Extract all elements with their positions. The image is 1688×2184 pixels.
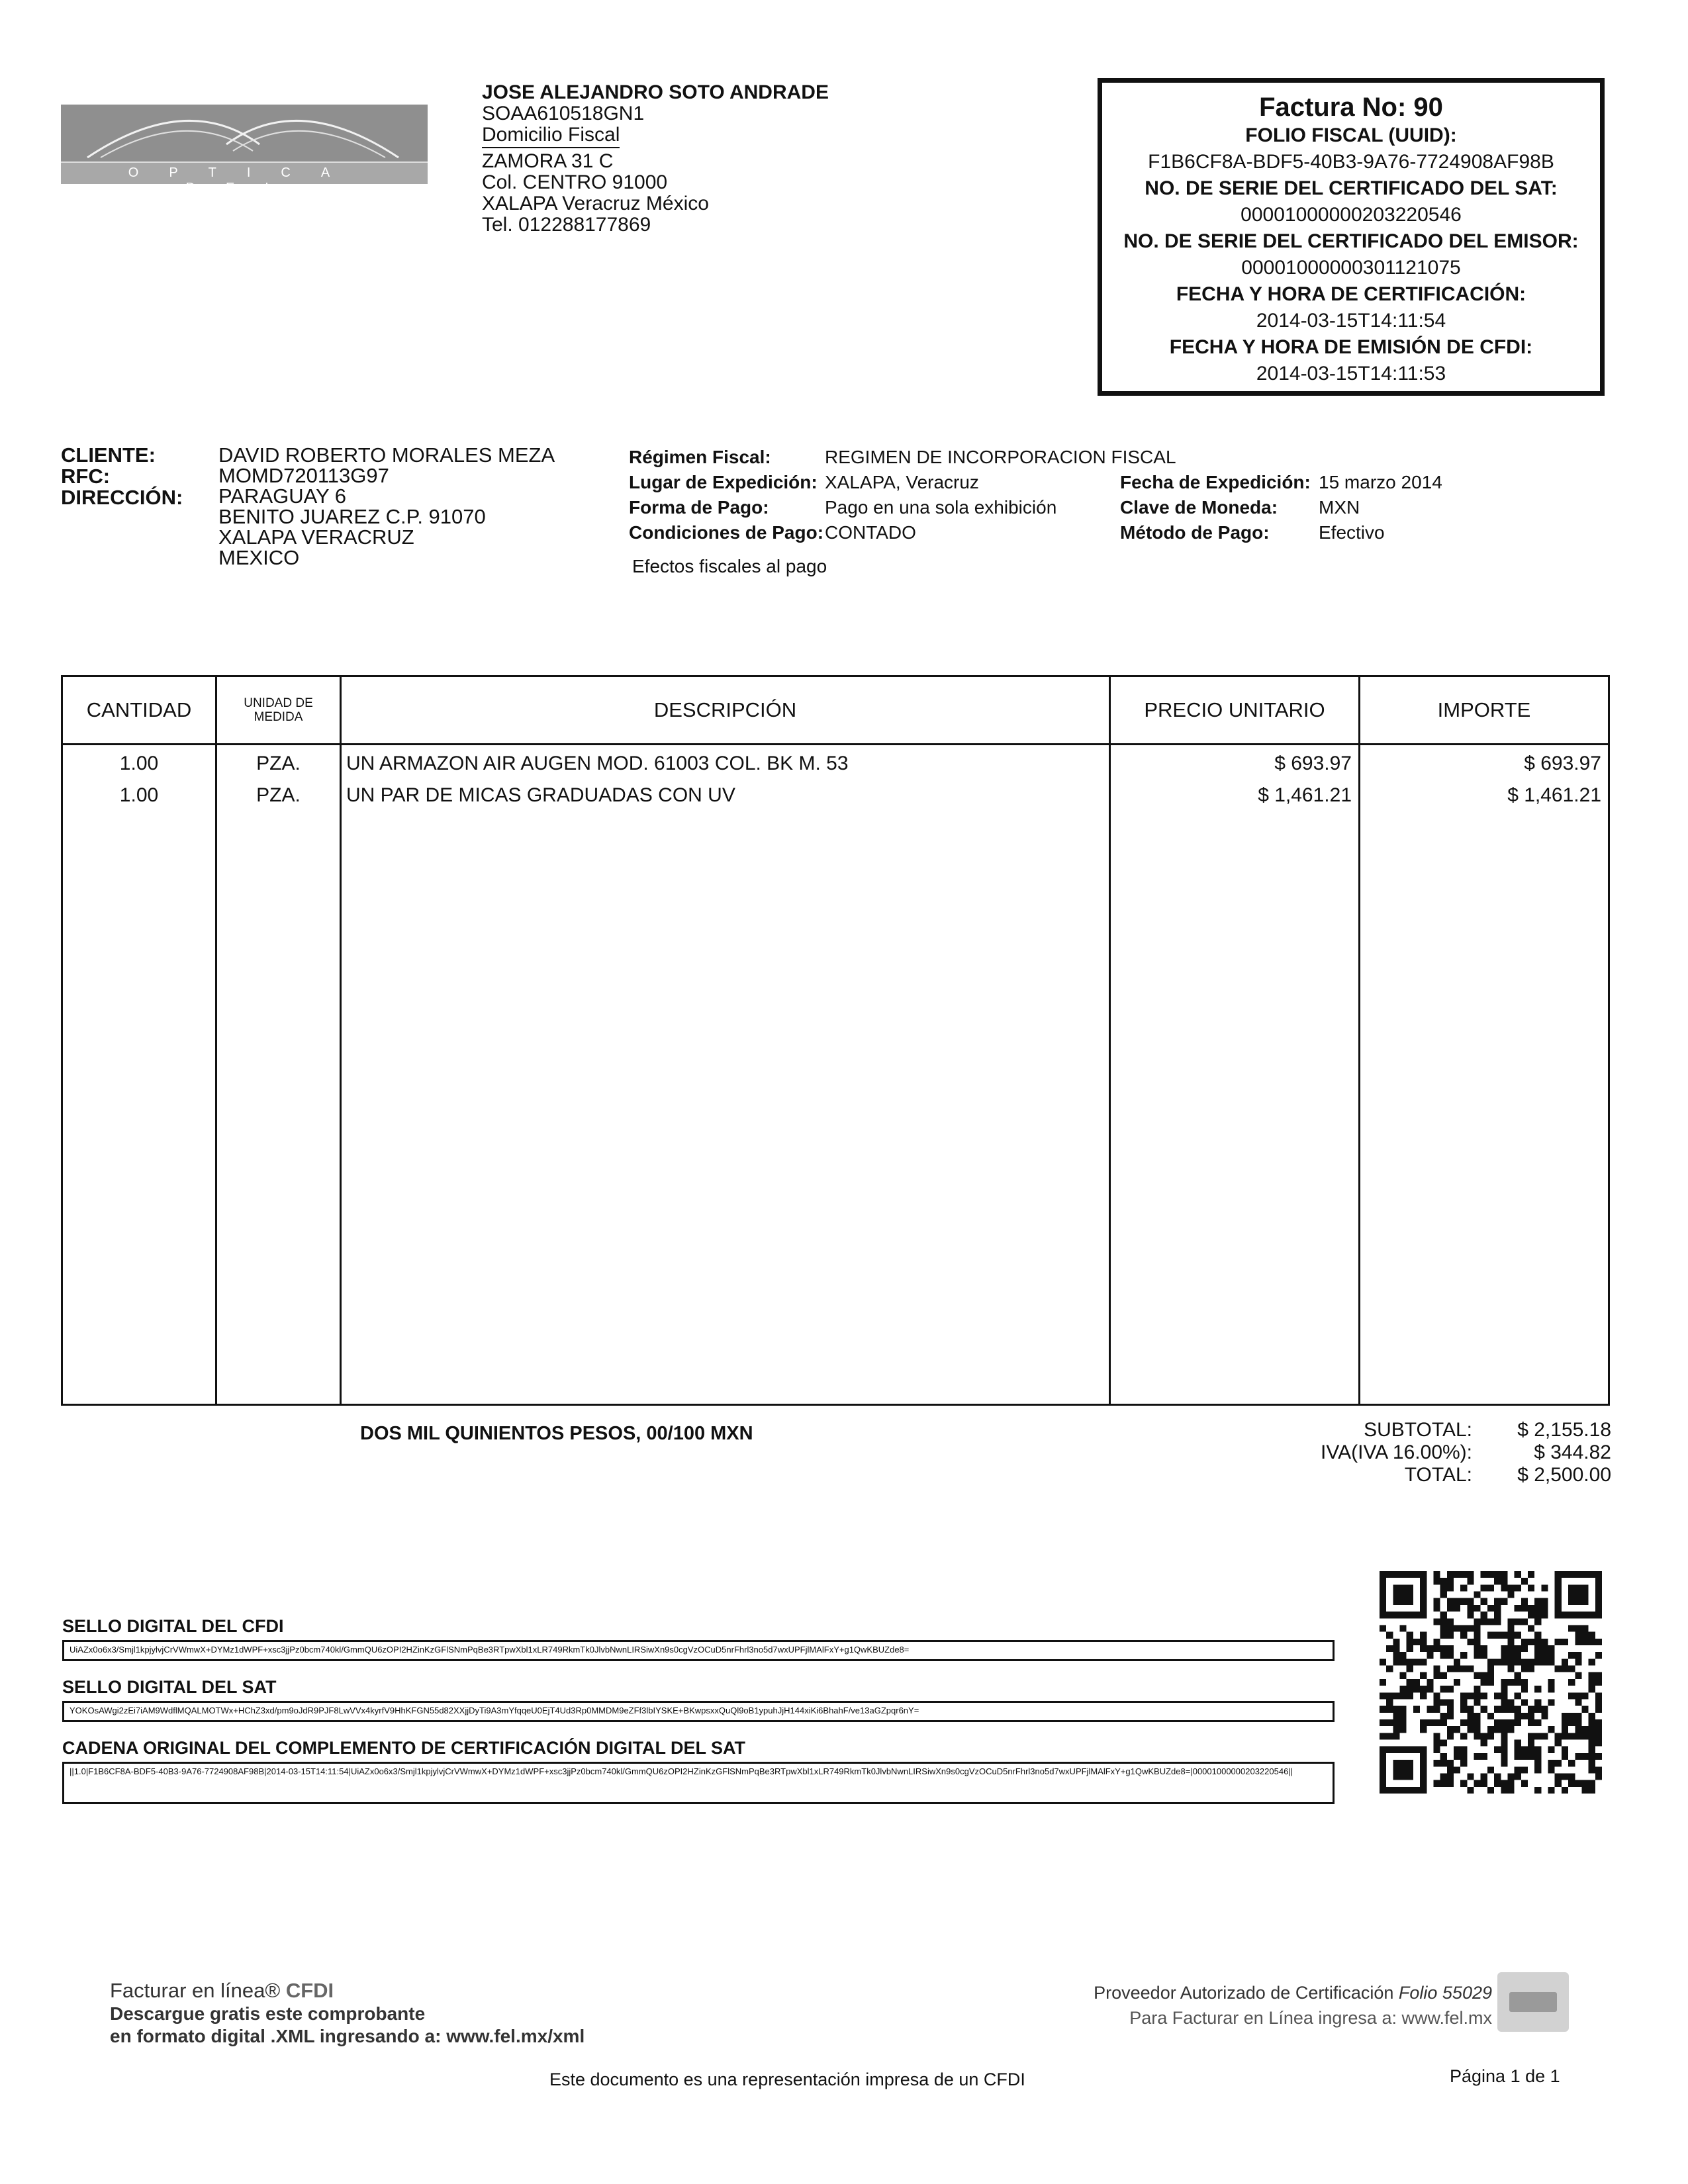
cadena-original-title: CADENA ORIGINAL DEL COMPLEMENTO DE CERTIFICACIÓN DIGITAL DEL SAT [62,1738,746,1758]
row2-descripcion: UN PAR DE MICAS GRADUADAS CON UV [346,784,735,806]
iva-value: $ 344.82 [1534,1441,1611,1463]
issuer-name: JOSE ALEJANDRO SOTO ANDRADE [482,81,829,103]
factura-info-box [1098,78,1605,396]
row1-cantidad: 1.00 [119,752,159,774]
row2-importe: $ 1,461.21 [1507,784,1601,806]
fecha-expedicion-label: Fecha de Expedición: [1120,472,1311,492]
row1-unidad: PZA. [256,752,301,774]
xml-link-line[interactable]: en formato digital .XML ingresando a: www.fel.mx/xml [110,2026,585,2046]
subtotal-value: $ 2,155.18 [1517,1419,1611,1441]
client-rfc: MOMD720113G97 [218,464,389,487]
header-descripcion: DESCRIPCIÓN [653,698,797,721]
header-precio: PRECIO UNITARIO [1144,698,1325,721]
totals-values [1475,1419,1611,1486]
folio-label: FOLIO FISCAL (UUID): [1245,124,1457,146]
footer-left [110,1979,585,2048]
items-table [61,675,1610,1406]
header-importe: IMPORTE [1437,698,1531,721]
serie-sat-label: NO. DE SERIE DEL CERTIFICADO DEL SAT: [1145,177,1558,199]
sello-cfdi-value: UiAZx0o6x3/Smjl1kpjylvjCrVWmwX+DYMz1dWPF+xsc3jjPz0bcm740kl/GmmQU6zOPI2HZinKzGFlSNmPqBe3RTpwXbl1xLR749RkmTk0JlvbNwnLIRSiwXn9s0cgVzOCuD5nrFhrl3no5d7wxUPFjlMAlFxY+g1QwKBUZde8= [70,1645,910,1655]
cadena-original-box [62,1762,1335,1804]
sello-sat-box [62,1701,1335,1722]
moneda-label: Clave de Moneda: [1120,497,1278,518]
proveedor-folio: Folio 55029 [1398,1983,1492,2003]
certification-seal [1497,1972,1569,2032]
row1-importe: $ 693.97 [1524,752,1601,774]
issuer-street: ZAMORA 31 C [482,150,614,172]
direccion-label: DIRECCIÓN: [61,486,183,509]
serie-sat-value: 00001000000203220546 [1241,204,1462,226]
row2-unidad: PZA. [256,784,301,806]
rfc-label: RFC: [61,465,111,488]
domicilio-label: Domicilio Fiscal [482,124,620,148]
issuer-rfc: SOAA610518GN1 [482,103,645,124]
serie-emisor-label: NO. DE SERIE DEL CERTIFICADO DEL EMISOR: [1123,230,1579,252]
iva-label: IVA(IVA 16.00%): [1321,1441,1472,1463]
metodo-pago-label: Método de Pago: [1120,522,1270,543]
serie-emisor-value: 00001000000301121075 [1241,257,1461,279]
company-logo [61,105,428,210]
sello-sat-title: SELLO DIGITAL DEL SAT [62,1677,277,1697]
fiscal-labels-right [1120,470,1311,545]
client-addr1: PARAGUAY 6 [218,484,346,508]
client-addr2: BENITO JUAREZ C.P. 91070 [218,505,486,528]
metodo-pago-value: Efectivo [1319,522,1385,543]
row1-precio: $ 693.97 [1274,752,1352,774]
page-number: Página 1 de 1 [1450,2066,1560,2086]
lugar-label: Lugar de Expedición: [629,472,818,492]
emision-value: 2014-03-15T14:11:53 [1256,363,1446,385]
header-unidad: UNIDAD DE MEDIDA [244,696,313,724]
cadena-original-value: ||1.0|F1B6CF8A-BDF5-40B3-9A76-7724908AF98B|2014-03-15T14:11:54|UiAZx0o6x3/Smjl1kpjylvjCrVWmwX+DYMz1dWPF+xsc3jjPz0bcm740kl/GmmQU6zOPI2HZinKzGFlSNmPqBe3RTpwXbl1xLR749RkmTk0JlvbNwnLIRSiwXn9s0cgVzOCuD5nrFhrl3no5d7wxUPFjlMAlFxY+g1QwKBUZde8=|00001000000203220546|| [70,1766,1293,1776]
row2-cantidad: 1.00 [119,784,159,806]
total-label: TOTAL: [1404,1464,1472,1486]
fiscal-values-right [1319,470,1442,545]
sello-sat-value: YOKOsAWgi2zEi7iAM9WdflMQALMOTWx+HChZ3xd/pm9oJdR9PJF8LwVVx4kyrfV9HhKFGN55d82XXjjDyTi9A3mYfqqeU0EjT4Ud3Rp0MMDM9eZFf3lbIYSKE+BKwpsxxQuQl9oB1ypuhJjH144xiKi6BhahF/ve13aGZpqr6nY= [70,1706,919,1715]
certificacion-value: 2014-03-15T14:11:54 [1256,310,1446,332]
logo-arches-graphic [61,105,428,163]
fiscal-labels [629,445,823,545]
condiciones-label: Condiciones de Pago: [629,522,824,543]
lugar-value: XALAPA, Veracruz [825,472,979,492]
row2-precio: $ 1,461.21 [1258,784,1352,806]
representacion-impresa: Este documento es una representación impresa de un CFDI [549,2070,1025,2089]
factura-number: Factura No: 90 [1259,93,1443,122]
issuer-colonia: Col. CENTRO 91000 [482,171,668,193]
client-addr4: MEXICO [218,546,300,569]
issuer-city: XALAPA Veracruz México [482,193,709,214]
footer-right [1033,1980,1492,2030]
folio-value: F1B6CF8A-BDF5-40B3-9A76-7724908AF98B [1148,151,1554,173]
header-cantidad: CANTIDAD [86,698,192,721]
fecha-expedicion-value: 15 marzo 2014 [1319,472,1442,492]
sello-cfdi-box [62,1640,1335,1661]
proveedor-text: Proveedor Autorizado de Certificación [1094,1983,1399,2003]
regimen-label: Régimen Fiscal: [629,447,771,467]
subtotal-label: SUBTOTAL: [1364,1419,1472,1441]
cfdi-brand: CFDI [285,1979,334,2002]
certificacion-label: FECHA Y HORA DE CERTIFICACIÓN: [1176,283,1526,305]
total-value: $ 2,500.00 [1517,1464,1611,1486]
facturar-en-linea: Facturar en línea® [110,1979,286,2002]
issuer-tel: Tel. 012288177869 [482,214,651,236]
column-divider [340,677,342,1404]
descargue-line: Descargue gratis este comprobante [110,2003,426,2024]
totals-labels [1205,1419,1472,1486]
header-divider [63,743,1608,745]
forma-pago-label: Forma de Pago: [629,497,769,518]
moneda-value: MXN [1319,497,1360,518]
efectos-fiscales: Efectos fiscales al pago [632,556,827,576]
regimen-value: REGIMEN DE INCORPORACION FISCAL [825,447,1176,467]
condiciones-value: CONTADO [825,522,916,543]
forma-pago-value: Pago en una sola exhibición [825,497,1057,518]
amount-in-words: DOS MIL QUINIENTOS PESOS, 00/100 MXN [360,1423,753,1444]
emision-label: FECHA Y HORA DE EMISIÓN DE CFDI: [1169,336,1533,358]
row1-descripcion: UN ARMAZON AIR AUGEN MOD. 61003 COL. BK M. 53 [346,752,849,774]
logo-text: OPTICA DEL CORREO [124,165,365,210]
client-values [218,445,555,568]
client-labels [61,445,183,508]
issuer-block [482,82,829,236]
sello-cfdi-title: SELLO DIGITAL DEL CFDI [62,1616,284,1636]
cliente-label: CLIENTE: [61,443,156,467]
client-name: DAVID ROBERTO MORALES MEZA [218,443,555,467]
qr-code [1380,1571,1602,1794]
client-addr3: XALAPA VERACRUZ [218,525,414,549]
para-facturar-link[interactable]: Para Facturar en Línea ingresa a: www.fel.mx [1129,2008,1492,2028]
